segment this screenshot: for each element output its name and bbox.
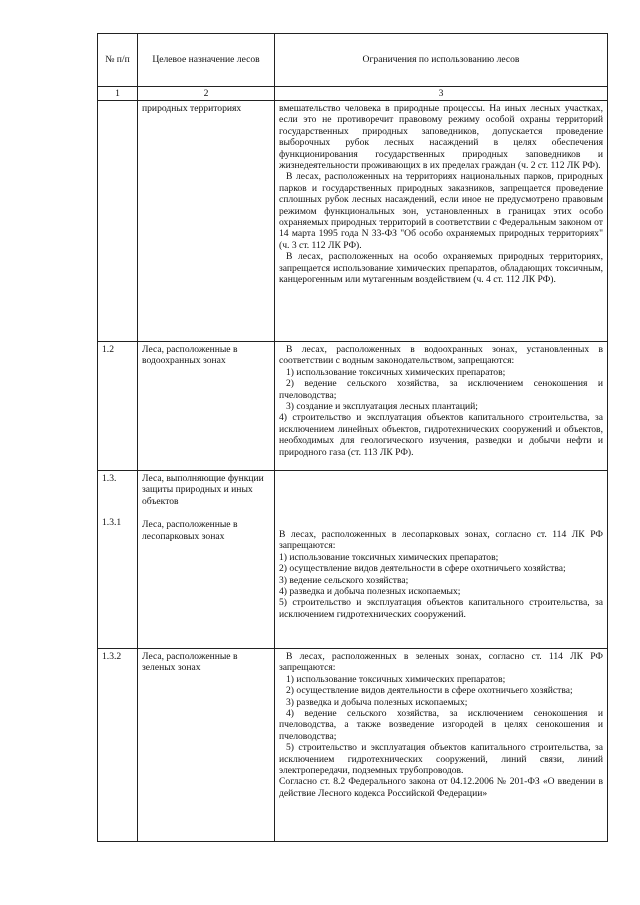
paragraph: В лесах, расположенных в лесопарковых зонах, согласно ст. 114 ЛК РФ запрещаются: <box>279 529 603 552</box>
row-number: 1.3.2 <box>98 649 138 842</box>
header-restrictions: Ограничения по использованию лесов <box>275 34 608 87</box>
subsection-name: Леса, расположенные в лесопарковых зонах <box>142 519 238 542</box>
column-number-2: 2 <box>138 87 275 101</box>
list-item: 4) разведка и добыча полезных ископаемых; <box>279 586 461 598</box>
list-item: 5) строительство и эксплуатация объектов капитального строительства, за исключением гидротехнических сооружений. <box>279 597 603 620</box>
row-number <box>98 471 138 649</box>
header-purpose: Целевое назначение лесов <box>138 34 275 87</box>
section-number: 1.3. <box>102 473 117 484</box>
column-number-1: 1 <box>98 87 138 101</box>
table-header-row <box>98 34 608 87</box>
paragraph: В лесах, расположенных в водоохранных зонах, установленных в соответствии с водным законодательством, запрещаются: <box>279 344 603 367</box>
list-item: 1) использование токсичных химических препаратов; <box>286 366 506 378</box>
list-item: 3) создание и эксплуатация лесных плантаций; <box>286 401 478 413</box>
list-item: 3) разведка и добыча полезных ископаемых; <box>286 696 468 708</box>
column-number-3: 3 <box>275 87 608 101</box>
restrictions-table <box>97 33 608 842</box>
row-restrictions <box>275 101 608 342</box>
list-item: 1) использование токсичных химических препаратов; <box>286 673 506 685</box>
list-item: 4) строительство и эксплуатация объектов капитального строительства, за исключением линейных объектов, гидротехнических сооружений и объектов, необходимых для геологического изучения, разведки и добычи нефти и природного газа (ст. 113 ЛК РФ). <box>279 412 603 458</box>
table-row <box>98 101 608 342</box>
paragraph: Согласно ст. 8.2 Федерального закона от 04.12.2006 № 201-ФЗ «О введении в действие Лесного кодекса Российской Федерации» <box>279 776 603 799</box>
table-row <box>98 649 608 842</box>
list-item: 1) использование токсичных химических препаратов; <box>279 551 499 563</box>
list-item: 2) осуществление видов деятельности в сфере охотничьего хозяйства; <box>286 685 573 697</box>
row-number <box>98 101 138 342</box>
header-number: № п/п <box>98 34 138 87</box>
row-purpose: Леса, расположенные в зеленых зонах <box>138 649 275 842</box>
list-item: 5) строительство и эксплуатация объектов капитального строительства, за исключением гидротехнических сооружений, линий связи, линий электропередачи, подземных трубопроводов. <box>279 742 603 777</box>
list-item: 4) ведение сельского хозяйства, за исключением сенокошения и пчеловодства, а также возведение изгородей в целях сенокошения и пчеловодства; <box>279 708 603 742</box>
row-purpose: природных территориях <box>138 101 275 342</box>
row-purpose: Леса, расположенные в водоохранных зонах <box>138 342 275 471</box>
paragraph: В лесах, расположенных в зеленых зонах, согласно ст. 114 ЛК РФ запрещаются: <box>279 651 603 674</box>
table-row <box>98 342 608 471</box>
paragraph: В лесах, расположенных на особо охраняемых природных территориях, запрещается использование химических препаратов, обладающих токсичным, канцерогенным или мутагенным воздействием (ч. 4 ст. 112 ЛК РФ). <box>279 251 603 286</box>
list-item: 2) ведение сельского хозяйства, за исключением сенокошения и пчеловодства; <box>279 378 603 401</box>
row-number: 1.2 <box>98 342 138 471</box>
table-row <box>98 471 608 649</box>
subsection-number: 1.3.1 <box>102 517 122 529</box>
row-restrictions <box>275 342 608 471</box>
paragraph: В лесах, расположенных на территориях национальных парков, природных парков и государственных природных заказников, запрещается проведение сплошных рубок лесных насаждений, если иное не предусмотрено правовым режимом функциональных зон, установленных в границах этих особо охраняемых природных территорий в соответствии с Федеральным законом от 14 марта 1995 года N 33-ФЗ "Об особо охраняемых природных территориях" (ч. 3 ст. 112 ЛК РФ). <box>279 171 603 251</box>
row-restrictions <box>275 649 608 842</box>
row-restrictions <box>275 471 608 649</box>
column-numbers-row <box>98 87 608 101</box>
section-name: Леса, выполняющие функции защиты природных и иных объектов <box>142 473 264 507</box>
row-purpose <box>138 471 275 649</box>
list-item: 2) осуществление видов деятельности в сфере охотничьего хозяйства; <box>279 563 566 575</box>
list-item: 3) ведение сельского хозяйства; <box>279 574 409 586</box>
paragraph: вмешательство человека в природные процессы. На иных лесных участках, если это не противоречит правовому режиму особой охраны территорий государственных природных заповедников, допускается проведение выборочных рубок лесных насаждений в целях обеспечения функционирования государственных природных заповедников и жизнедеятельности проживающих в их пределах граждан (ч. 2 ст. 112 ЛК РФ). <box>279 103 603 172</box>
